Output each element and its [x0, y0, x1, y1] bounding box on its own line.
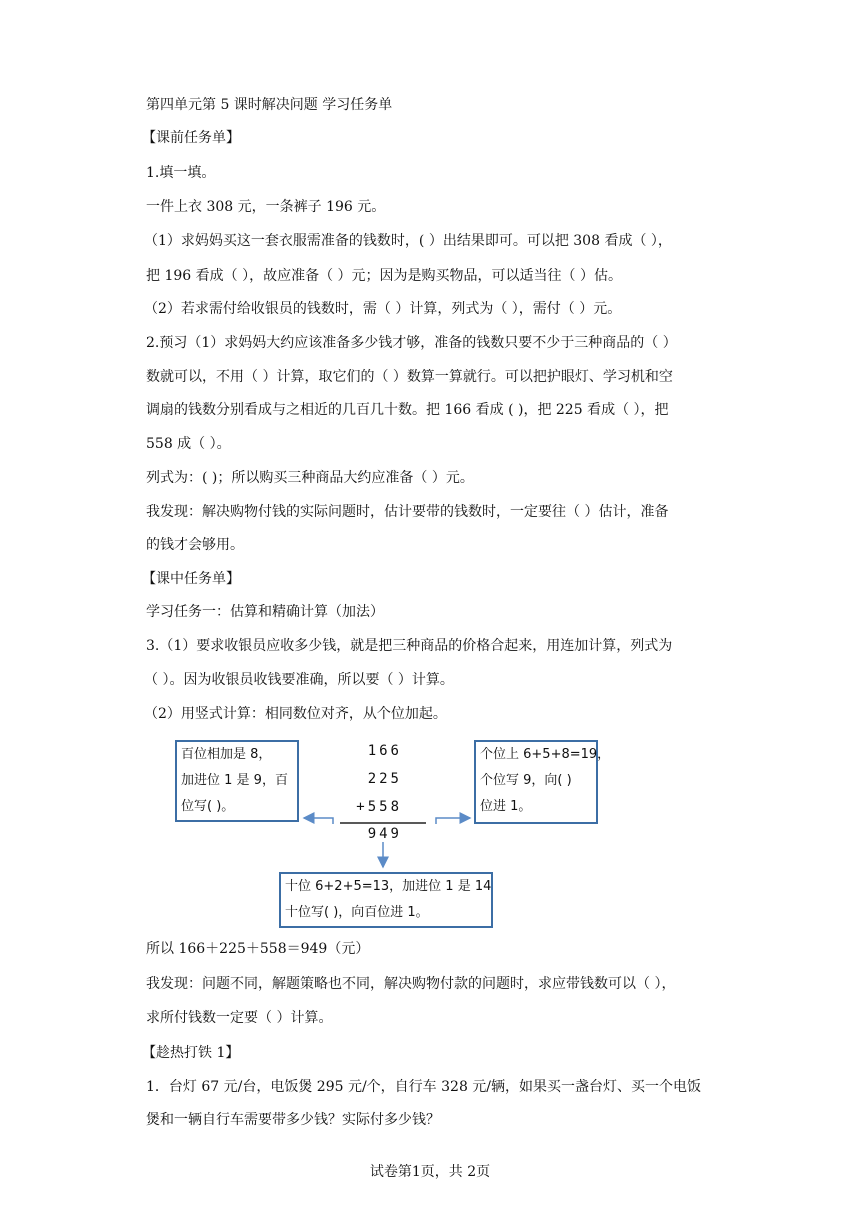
question-2-line-4: 558 成（ ）。: [146, 436, 231, 452]
question-2-line-1: 2.预习（1）求妈妈大约应该准备多少钱才够，准备的钱数只要不少于三种商品的（ ）: [146, 335, 677, 351]
vertical-calc-row-1: 166: [367, 743, 402, 759]
vertical-calc-result: 949: [367, 826, 402, 842]
hundreds-line-1: 百位相加是 8，: [181, 747, 272, 762]
question-2-line-3: 调扇的钱数分别看成与之相近的几百几十数。把 166 看成 ( )，把 225 看成（ ），把: [146, 402, 669, 418]
tens-line-1: 十位 6+2+5=13，加进位 1 是 14: [285, 879, 492, 894]
arrow-to-hundreds: [304, 818, 333, 824]
finding-1-line-1: 我发现：解决购物付钱的实际问题时，估计要带的钱数时，一定要往（ ）估计，准备: [146, 504, 669, 520]
page-footer: 试卷第1页，共 2页: [369, 1164, 491, 1180]
section-pre-class: 【课前任务单】: [142, 130, 240, 146]
ones-line-1: 个位上 6+5+8=19，: [480, 747, 611, 762]
hundreds-line-3: 位写( )。: [181, 799, 235, 814]
question-1-part-2: （2）若求需付给收银员的钱数时，需（ ）计算，列式为（ ），需付（ ）元。: [144, 301, 622, 317]
practice-1-line-2: 煲和一辆自行车需要带多少钱？实际付多少钱？: [146, 1112, 440, 1128]
question-1-part-1: （1）求妈妈买这一套衣服需准备的钱数时，( ）出结果即可。可以把 308 看成（ ），: [144, 233, 672, 249]
question-2-line-2: 数就可以，不用（ ）计算，取它们的（ ）数算一算就行。可以把护眼灯、学习机和空: [146, 369, 673, 385]
vertical-calc-row-3: +558: [356, 799, 402, 815]
question-1-heading: 1.填一填。: [146, 165, 216, 181]
page-title: 第四单元第 5 课时解决问题 学习任务单: [146, 97, 393, 113]
question-3-line-2: （ ）。因为收银员收钱要准确，所以要（ ）计算。: [144, 672, 454, 688]
arrow-to-ones: [436, 818, 470, 824]
hundreds-line-2: 加进位 1 是 9，百: [181, 773, 288, 788]
ones-line-2: 个位写 9，向( ): [480, 773, 572, 788]
question-1-text: 一件上衣 308 元，一条裤子 196 元。: [146, 199, 386, 215]
section-practice: 【趁热打铁 1】: [142, 1045, 240, 1061]
ones-line-3: 位进 1。: [480, 799, 532, 814]
question-1-part-1-cont: 把 196 看成（ ），故应准备（ ）元；因为是购买物品，可以适当往（ ）估。: [146, 268, 622, 284]
tens-line-2: 十位写( )，向百位进 1。: [285, 905, 429, 920]
finding-2-line-2: 求所付钱数一定要（ ）计算。: [146, 1010, 333, 1026]
question-3-part-2: （2）用竖式计算：相同数位对齐，从个位加起。: [144, 706, 447, 722]
question-2-formula: 列式为：( )；所以购买三种商品大约应准备（ ）元。: [146, 470, 474, 486]
vertical-calc-row-2: 225: [367, 771, 402, 787]
calc-conclusion: 所以 166＋225＋558＝949（元）: [146, 941, 370, 957]
practice-1-line-1: 1．台灯 67 元/台，电饭煲 295 元/个，自行车 328 元/辆，如果买一盏台灯、买一个电饭: [146, 1079, 702, 1095]
section-in-class: 【课中任务单】: [142, 571, 240, 587]
question-3-line-1: 3.（1）要求收银员应收多少钱，就是把三种商品的价格合起来，用连加计算，列式为: [146, 638, 673, 654]
finding-2-line-1: 我发现：问题不同，解题策略也不同，解决购物付款的问题时，求应带钱数可以（ ），: [146, 976, 676, 992]
finding-1-line-2: 的钱才会够用。: [146, 537, 244, 553]
task-1-heading: 学习任务一：估算和精确计算（加法）: [146, 604, 384, 620]
